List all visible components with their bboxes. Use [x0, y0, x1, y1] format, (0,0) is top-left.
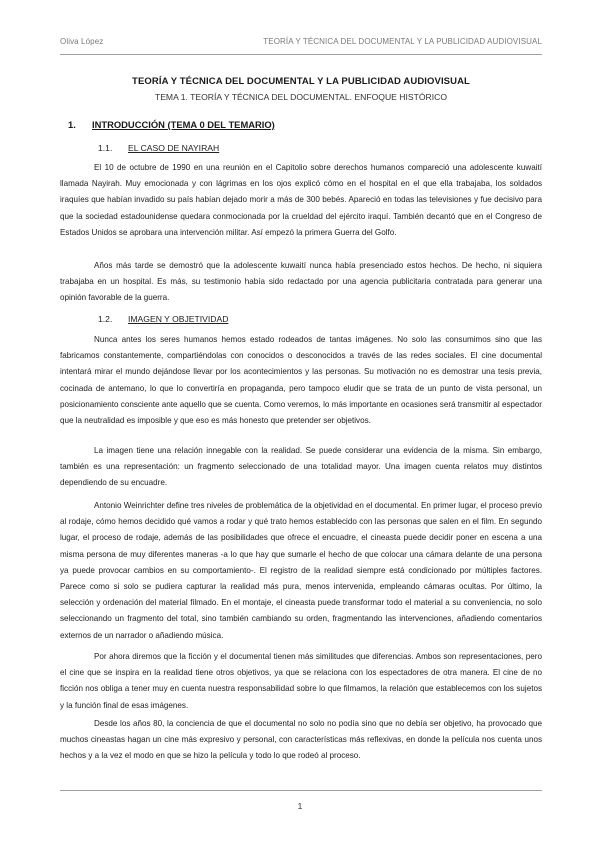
subsection-number: 1.1.	[98, 143, 113, 153]
footer-divider	[60, 790, 542, 791]
page-number: 1	[297, 801, 303, 811]
subsection-heading-1-2	[98, 314, 228, 324]
subsection-number: 1.2.	[98, 314, 113, 324]
paragraph: La imagen tiene una relación innegable con la realidad. Se puede considerar una evidencia de la misma. Sin embargo, también es una representación: un fragmento seleccionado de una totalidad mayor. Una imagen cuenta relatos muy distintos dependiendo de su encuadre.	[60, 446, 542, 488]
section-title: INTRODUCCIÓN (TEMA 0 DEL TEMARIO)	[92, 119, 275, 130]
paragraph: Desde los años 80, la conciencia de que el documental no solo no podía sino que no debía ser objetivo, ha provocado que muchos cineastas hagan un cine más expresivo y personal, con características más reflexivas, en donde la película nos cuenta unos hechos y a la vez el modo en que se hizo la película y todo lo que rodeó al proceso.	[60, 719, 542, 761]
page-header	[60, 37, 542, 49]
header-author: Oliva López	[60, 37, 104, 46]
document-title: TEORÍA Y TÉCNICA DEL DOCUMENTAL Y LA PUBLICIDAD AUDIOVISUAL	[132, 76, 470, 87]
subsection-title: EL CASO DE NAYIRAH	[128, 143, 220, 153]
subsection-heading-1-1	[98, 143, 219, 153]
section-heading-1	[68, 119, 275, 130]
subsection-title: IMAGEN Y OBJETIVIDAD	[128, 314, 229, 324]
paragraph: Por ahora diremos que la ficción y el documental tienen más similitudes que diferencias. Ambos son representaciones, pero el cine que se inspira en la realidad tiene otros objetivos, ya que se relaciona con los espectadores de otra manera. El cine de no ficción nos obliga a tener muy en cuenta nuestra responsabilidad sobre lo que filmamos, la relación que establecemos con los sujetos y la función final de esas imágenes.	[60, 652, 542, 710]
paragraph: Antonio Weinrichter define tres niveles de problemática de la objetividad en el documental. En primer lugar, el proceso previo al rodaje, cómo hemos decidido qué vamos a rodar y qué trato hemos establecido con las personas que salen en el film. En segundo lugar, el proceso de rodaje, además de las posibilidades que ofrece el encuadre, el cineasta puede decidir poner en escena a una misma persona de muy diferentes maneras -a lo que hay que sumarle el hecho de que colocar una cámara delante de una persona ya puede provocar cambios en su comportamiento-. El registro de la realidad siempre está condicionado por múltiples factores. Parece como si solo se pudiera capturar la realidad más pura, menos intervenida, empleando cámaras ocultas. Por último, la selección y ordenación del material filmado. En el montaje, el cineasta puede transformar todo el material a su conveniencia, no solo seleccionando un fragmento del total, sino también cambiando su orden, fragmentando las intervenciones, añadiendo comentarios externos de un narrador o añadiendo música.	[60, 501, 542, 640]
document-subtitle: TEMA 1. TEORÍA Y TÉCNICA DEL DOCUMENTAL. ENFOQUE HISTÓRICO	[154, 92, 448, 102]
header-course: TEORÍA Y TÉCNICA DEL DOCUMENTAL Y LA PUBLICIDAD AUDIOVISUAL	[263, 37, 542, 46]
paragraph: El 10 de octubre de 1990 en una reunión en el Capitolio sobre derechos humanos compareció una adolescente kuwaití llamada Nayirah. Muy emocionada y con lágrimas en los ojos explicó cómo en el hospital en el que ella trabajaba, los soldados iraquíes que habían invadido su país habían dejado morir a más de 300 bebés. Apareció en todas las televisiones y fue decisivo para que la sociedad estadounidense quedara conmocionada por la crueldad del ejército iraquí. También decantó que en el Congreso de Estados Unidos se aprobara una intervención militar. Así empezó la primera Guerra del Golfo.	[60, 163, 542, 237]
paragraph: Nunca antes los seres humanos hemos estado rodeados de tantas imágenes. No solo las consumimos sino que las fabricamos constantemente, compartiéndolas con conocidos o desconocidos a través de las redes sociales. El cine documental intentará mirar el mundo dejándose llevar por los acontecimientos y las personas. Su motivación no es demostrar una tesis previa, cocinada de antemano, lo que lo convertiría en propaganda, pero tampoco eludir que se trata de un punto de vista personal, un posicionamiento consciente ante aquello que se cuenta. Como veremos, lo más importante en ocasiones será transmitir al espectador que la neutralidad es imposible y que eso es más honesto que pretender ser objetivos.	[60, 335, 542, 426]
section-number: 1.	[68, 119, 76, 130]
paragraph: Años más tarde se demostró que la adolescente kuwaití nunca había presenciado estos hechos. De hecho, ni siquiera trabajaba en un hospital. Es más, su testimonio había sido redactado por una agencia publicitaria contratada para generar una opinión favorable de la guerra.	[60, 261, 542, 303]
header-divider	[60, 54, 542, 55]
